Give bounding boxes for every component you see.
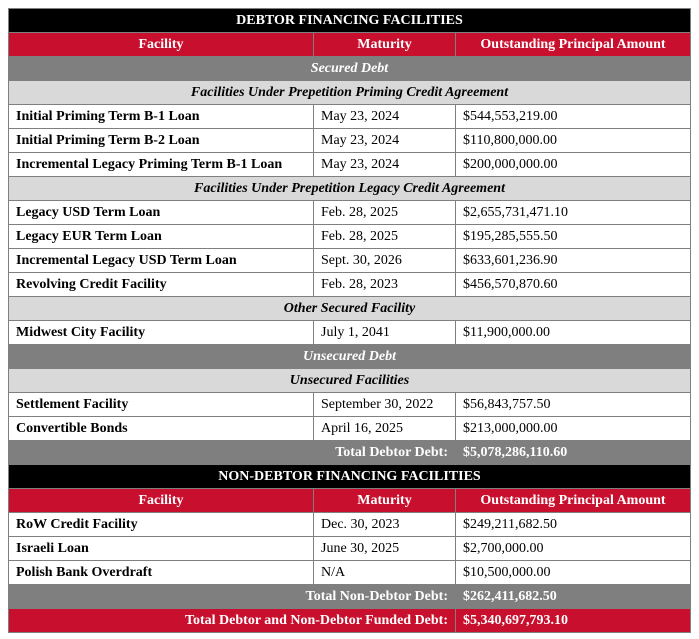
facility-cell: Convertible Bonds [9,417,314,441]
maturity-cell: May 23, 2024 [314,129,456,153]
table-row [9,513,691,537]
maturity-cell: May 23, 2024 [314,105,456,129]
group-header-row [9,177,691,201]
col-header-maturity: Maturity [314,489,456,513]
secured-debt-row [9,57,691,81]
debtor-title: DEBTOR FINANCING FACILITIES [9,9,691,33]
maturity-cell: May 23, 2024 [314,153,456,177]
nondebtor-total-label: Total Non-Debtor Debt: [9,585,456,609]
facility-cell: Legacy EUR Term Loan [9,225,314,249]
group-label: Facilities Under Prepetition Legacy Credit Agreement [9,177,691,201]
nondebtor-title: NON-DEBTOR FINANCING FACILITIES [9,465,691,489]
maturity-cell: July 1, 2041 [314,321,456,345]
table-row [9,153,691,177]
facility-cell: Incremental Legacy Priming Term B-1 Loan [9,153,314,177]
amount-cell: $200,000,000.00 [456,153,691,177]
facility-cell: RoW Credit Facility [9,513,314,537]
table-row [9,201,691,225]
facility-cell: Legacy USD Term Loan [9,201,314,225]
unsecured-debt-row [9,345,691,369]
table-row [9,561,691,585]
unsecured-debt-label: Unsecured Debt [9,345,691,369]
group-label: Facilities Under Prepetition Priming Credit Agreement [9,81,691,105]
col-header-amount: Outstanding Principal Amount [456,489,691,513]
amount-cell: $213,000,000.00 [456,417,691,441]
facility-cell: Settlement Facility [9,393,314,417]
amount-cell: $10,500,000.00 [456,561,691,585]
facility-cell: Incremental Legacy USD Term Loan [9,249,314,273]
col-header-facility: Facility [9,33,314,57]
debtor-title-row [9,9,691,33]
amount-cell: $56,843,757.50 [456,393,691,417]
amount-cell: $11,900,000.00 [456,321,691,345]
debtor-total-row [9,441,691,465]
maturity-cell: Sept. 30, 2026 [314,249,456,273]
table-row [9,249,691,273]
col-header-facility: Facility [9,489,314,513]
facility-cell: Revolving Credit Facility [9,273,314,297]
amount-cell: $544,553,219.00 [456,105,691,129]
table-row [9,393,691,417]
table-row [9,225,691,249]
maturity-cell: N/A [314,561,456,585]
col-header-maturity: Maturity [314,33,456,57]
amount-cell: $195,285,555.50 [456,225,691,249]
facility-cell: Israeli Loan [9,537,314,561]
nondebtor-total-value: $262,411,682.50 [456,585,691,609]
group-label: Other Secured Facility [9,297,691,321]
nondebtor-header-row [9,489,691,513]
grand-total-label: Total Debtor and Non-Debtor Funded Debt: [9,609,456,633]
table-row [9,321,691,345]
table-row [9,105,691,129]
maturity-cell: Feb. 28, 2025 [314,201,456,225]
group-header-row [9,81,691,105]
debtor-header-row [9,33,691,57]
maturity-cell: Feb. 28, 2023 [314,273,456,297]
amount-cell: $2,700,000.00 [456,537,691,561]
table-row [9,129,691,153]
facility-cell: Polish Bank Overdraft [9,561,314,585]
debtor-total-value: $5,078,286,110.60 [456,441,691,465]
table-row [9,417,691,441]
maturity-cell: Dec. 30, 2023 [314,513,456,537]
table-row [9,273,691,297]
facility-cell: Initial Priming Term B-1 Loan [9,105,314,129]
maturity-cell: June 30, 2025 [314,537,456,561]
group-header-row [9,297,691,321]
amount-cell: $456,570,870.60 [456,273,691,297]
secured-debt-label: Secured Debt [9,57,691,81]
debtor-total-label: Total Debtor Debt: [9,441,456,465]
facility-cell: Initial Priming Term B-2 Loan [9,129,314,153]
amount-cell: $249,211,682.50 [456,513,691,537]
nondebtor-title-row [9,465,691,489]
group-label: Unsecured Facilities [9,369,691,393]
maturity-cell: September 30, 2022 [314,393,456,417]
grand-total-row [9,609,691,633]
table-row [9,537,691,561]
amount-cell: $2,655,731,471.10 [456,201,691,225]
amount-cell: $633,601,236.90 [456,249,691,273]
group-header-row [9,369,691,393]
maturity-cell: April 16, 2025 [314,417,456,441]
col-header-amount: Outstanding Principal Amount [456,33,691,57]
amount-cell: $110,800,000.00 [456,129,691,153]
financing-table [8,8,691,633]
nondebtor-total-row [9,585,691,609]
grand-total-value: $5,340,697,793.10 [456,609,691,633]
maturity-cell: Feb. 28, 2025 [314,225,456,249]
facility-cell: Midwest City Facility [9,321,314,345]
